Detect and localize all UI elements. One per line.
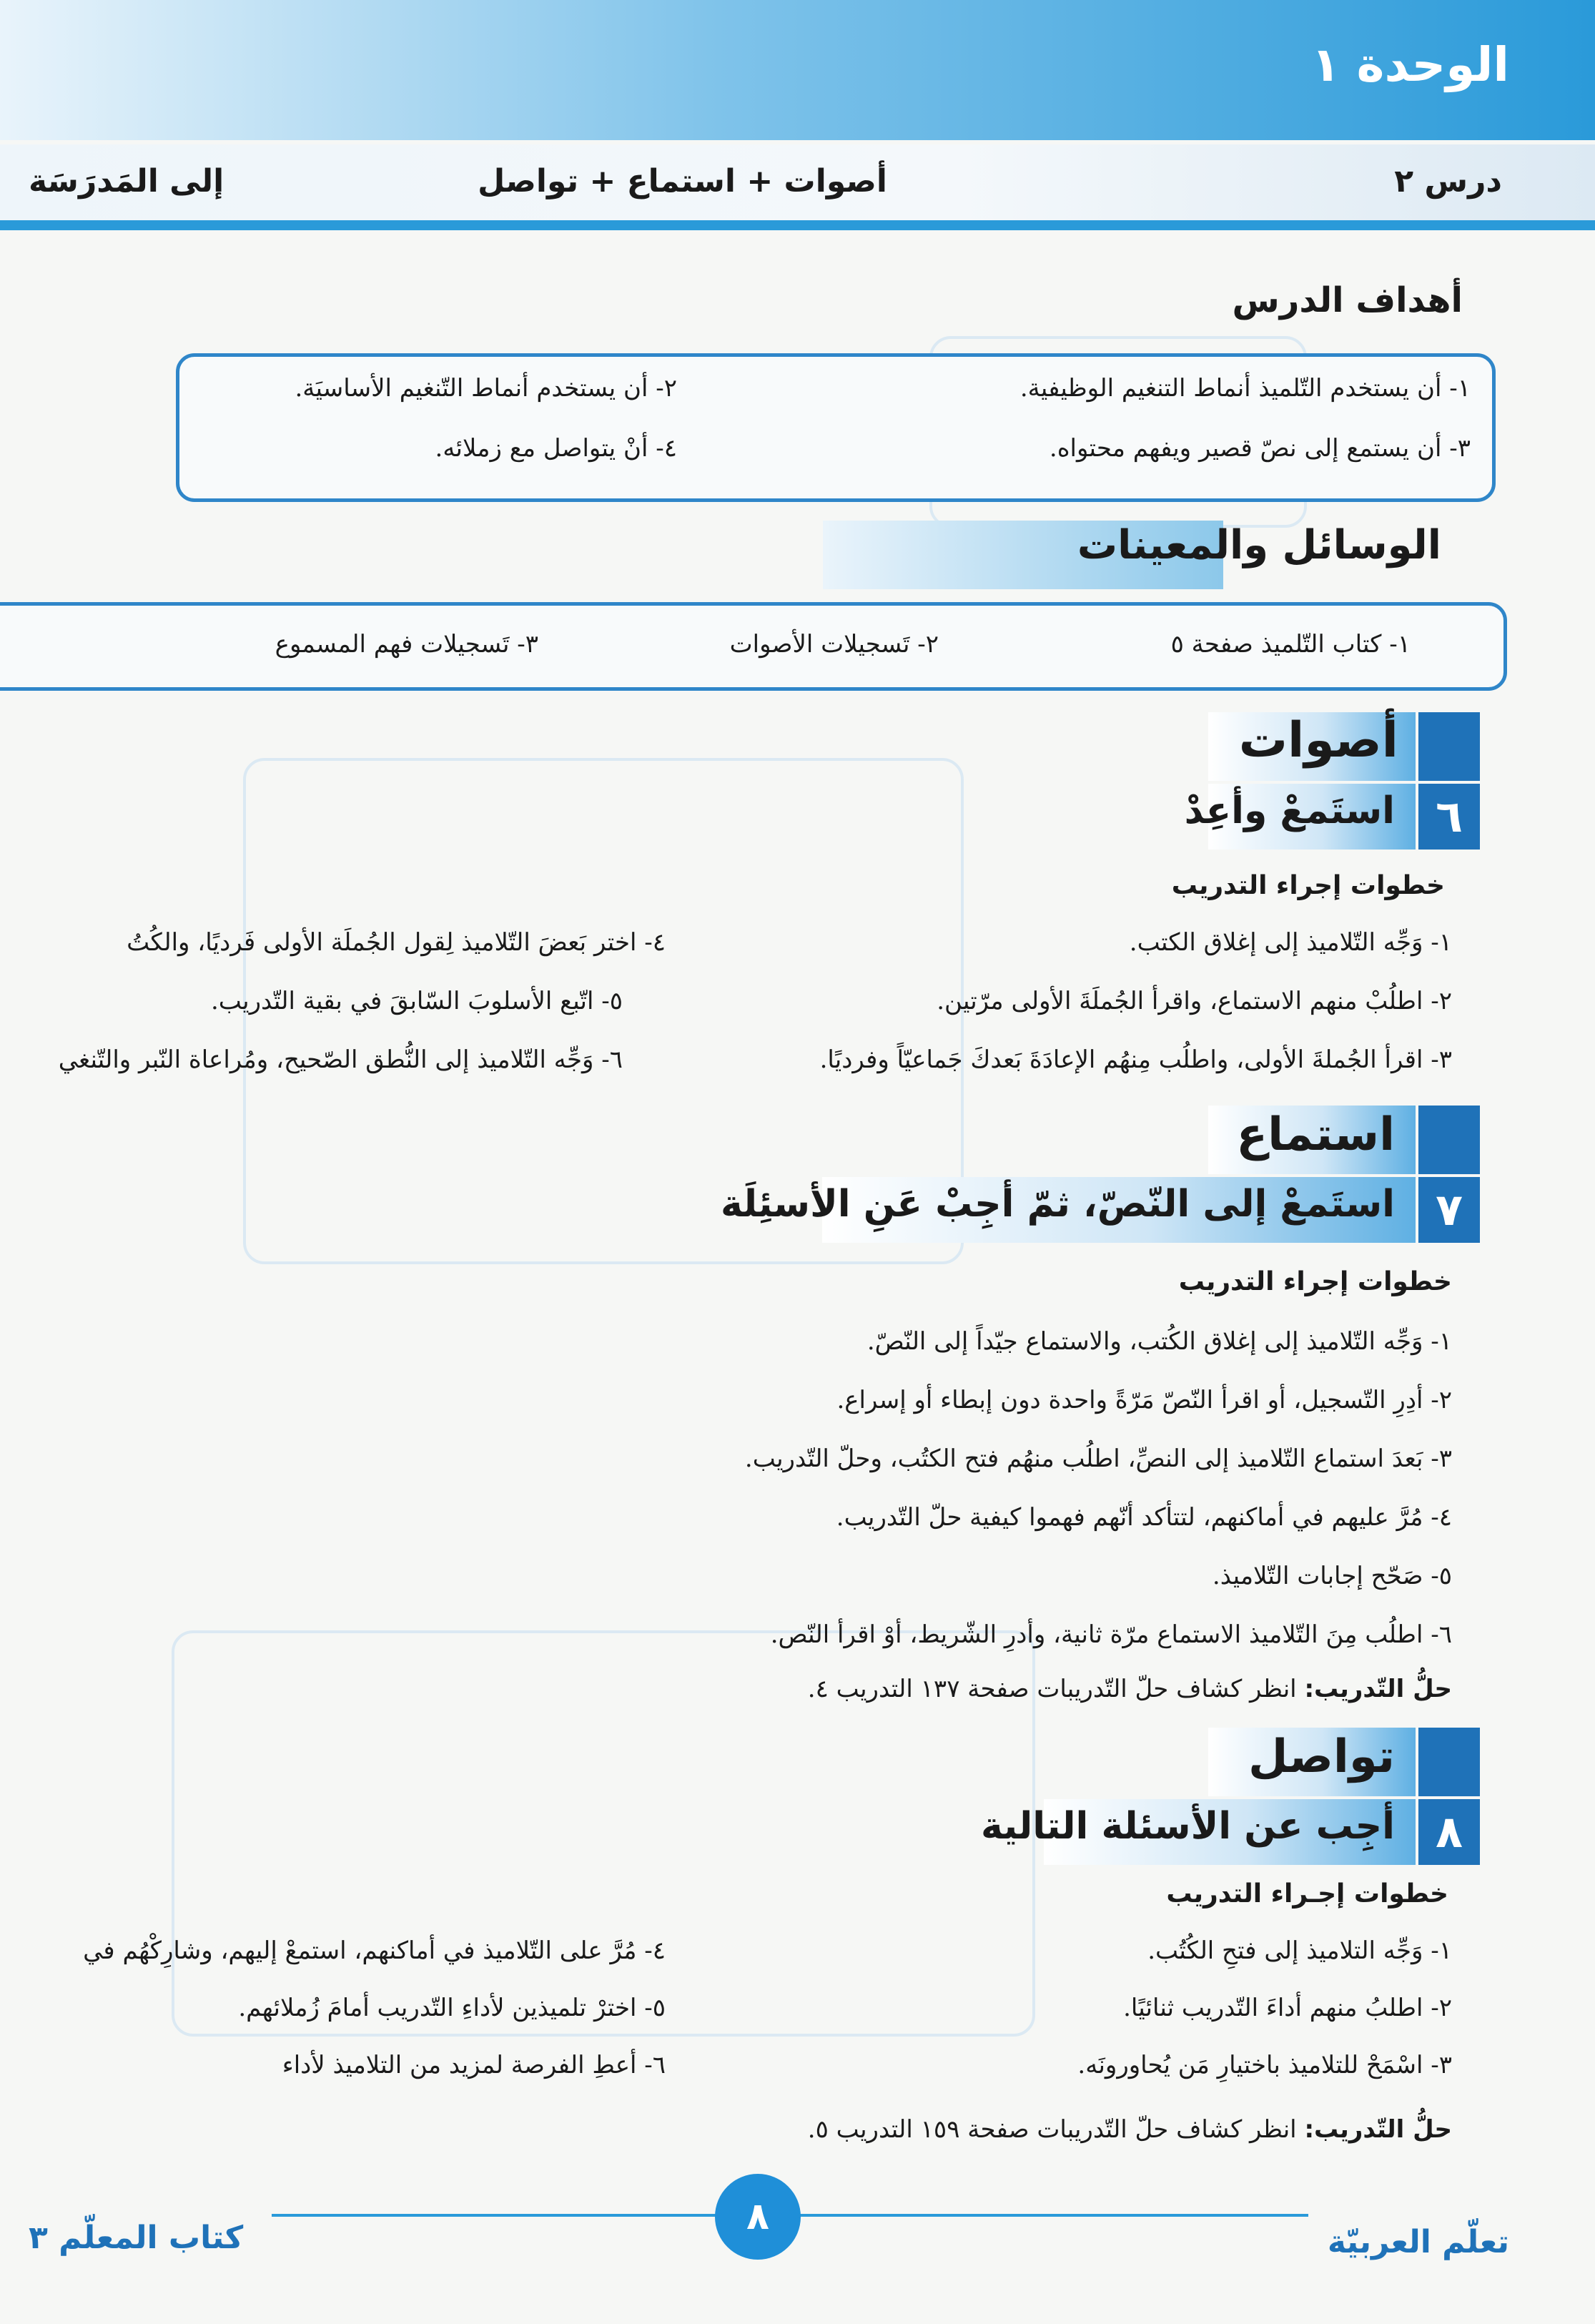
lesson-bar — [0, 144, 1595, 230]
tool-item: ٣- تَسجيلات فهم المسموع — [275, 630, 538, 659]
solution-text: انظر كشاف حلّ التّدريبات صفحة ١٣٧ التدريب ٤. — [807, 1675, 1297, 1703]
exercise-number: ٧ — [1418, 1177, 1480, 1243]
objective-item: ١- أن يستخدم التّلميذ أنماط التنغيم الوظيفية. — [1019, 374, 1471, 403]
section-square — [1418, 1728, 1480, 1796]
section-title-listening: استماع — [1236, 1108, 1395, 1161]
exercise-number: ٨ — [1418, 1799, 1480, 1865]
section-title-sounds: أصوات — [1238, 712, 1398, 769]
step-item: ٦- اطلُب مِنَ التّلاميذ الاستماع مرّة ثانية، وأدرِ الشّريط، أوْ اقرأ النّص. — [770, 1620, 1452, 1649]
step-item: ١- وَجِّه التّلاميذ إلى إغلاق الكُتب، والاستماع جيّداً إلى النّصّ. — [866, 1327, 1452, 1356]
step-item: ٤- اختر بَعضَ التّلاميذ لِقول الجُملَة الأولى فَرديًا، والكُتُ — [127, 928, 666, 957]
objectives-box — [176, 353, 1496, 502]
step-item: ٣- اسْمَحْ للتلاميذ باختيارِ مَن يُحاورونَه. — [1077, 2051, 1452, 2079]
step-item: ٣- اقرأ الجُملةَ الأولى، واطلُب مِنهُم الإعادَةَ بَعدكَ جَماعيّاً وفرديًا. — [819, 1045, 1452, 1074]
steps-heading: خطوات إجـراء التدريب — [1166, 1879, 1448, 1909]
section-square — [1418, 712, 1480, 781]
exercise-title: استَمعْ وأعِدْ — [1184, 789, 1395, 832]
steps-heading: خطوات إجراء التدريب — [1171, 871, 1445, 900]
step-item: ٢- اطلبُ منهم أداءَ التّدريب ثنائيًا. — [1123, 1994, 1452, 2022]
footer-book-right: تعلّم العربيّة — [1327, 2224, 1509, 2260]
steps-heading: خطوات إجراء التدريب — [1178, 1267, 1452, 1296]
tools-box — [0, 602, 1507, 691]
page-number: ٨ — [715, 2174, 801, 2260]
step-item: ١- وَجِّه التّلاميذ إلى إغلاق الكتب. — [1129, 928, 1452, 957]
solution-text: انظر كشاف حلّ التّدريبات صفحة ١٥٩ التدريب ٥. — [807, 2115, 1297, 2144]
step-item: ٤- مُرَّ على التّلاميذ في أماكنهم، استمعْ إليهم، وشارِكْهُم في — [83, 1936, 666, 1965]
step-item: ٤- مُرَّ عليهم في أماكنهم، لتتأكد أنّهم فهموا كيفية حلّ التّدريب. — [836, 1503, 1452, 1532]
objective-item: ٢- أن يستخدم أنماط التّنغيم الأساسيَة. — [295, 374, 677, 403]
unit-title: الوحدة ١ — [1311, 37, 1509, 92]
solution-line — [808, 1675, 1452, 1703]
step-item: ٥- صَحّح إجابات التّلاميذ. — [1212, 1562, 1452, 1590]
objectives-heading: أهداف الدرس — [1232, 280, 1463, 320]
step-item: ٥- اتّبع الأسلوبَ السّابقَ في بقية التّدريب. — [210, 987, 623, 1015]
step-item: ٢- اطلُبْ منهم الاستماع، واقرأ الجُملَةَ الأولى مرّتين. — [937, 987, 1452, 1015]
step-item: ٦- وَجِّه التّلاميذ إلى النُّطق الصّحيح، ومُراعاة النّبر والتّنغي — [58, 1045, 623, 1074]
exercise-title: استَمعْ إلى النّصّ، ثمّ أجِبْ عَنِ الأسئِلَة — [720, 1183, 1395, 1226]
section-square — [1418, 1106, 1480, 1174]
section-title-communication: تواصل — [1248, 1730, 1395, 1783]
lesson-topics: أصوات + استماع + تواصل — [478, 163, 887, 200]
lesson-number: درس ٢ — [1394, 163, 1502, 200]
tool-item: ١- كتاب التّلميذ صفحة ٥ — [1170, 630, 1411, 659]
exercise-title: أجِب عن الأسئلة التالية — [980, 1805, 1395, 1848]
tool-item: ٢- تَسجيلات الأصوات — [729, 630, 939, 659]
solution-label: حلُّ التّدريب: — [1304, 2115, 1452, 2144]
step-item: ١- وَجِّه التلاميذ إلى فتحِ الكُتُب. — [1147, 1936, 1452, 1965]
step-item: ٣- بَعدَ استماع التّلاميذ إلى النصِّ، اطلُب منهُم فتح الكتُب، وحلّ التّدريب. — [744, 1444, 1452, 1473]
lesson-name: إلى المَدرَسَة — [29, 163, 224, 200]
footer-book-left: كتاب المعلّم ٣ — [29, 2220, 244, 2256]
exercise-number: ٦ — [1418, 784, 1480, 850]
tools-heading: الوسائل والمعينات — [1077, 522, 1441, 568]
objective-item: ٤- أنْ يتواصل مع زملائه. — [435, 434, 677, 463]
step-item: ٢- أدِرِ التّسجيل، أو اقرأ النّصّ مَرّةً واحدة دون إبطاء أو إسراع. — [836, 1386, 1452, 1414]
objective-item: ٣- أن يستمع إلى نصّ قصير ويفهم محتواه. — [1049, 434, 1471, 463]
solution-line — [808, 2115, 1452, 2144]
step-item: ٥- اخترْ تلميذين لأداءِ التّدريب أمامَ زُملائهم. — [238, 1994, 666, 2022]
solution-label: حلُّ التّدريب: — [1304, 1675, 1452, 1703]
step-item: ٦- أعطِ الفرصة لمزيد من التلاميذ لأداء — [282, 2051, 666, 2079]
